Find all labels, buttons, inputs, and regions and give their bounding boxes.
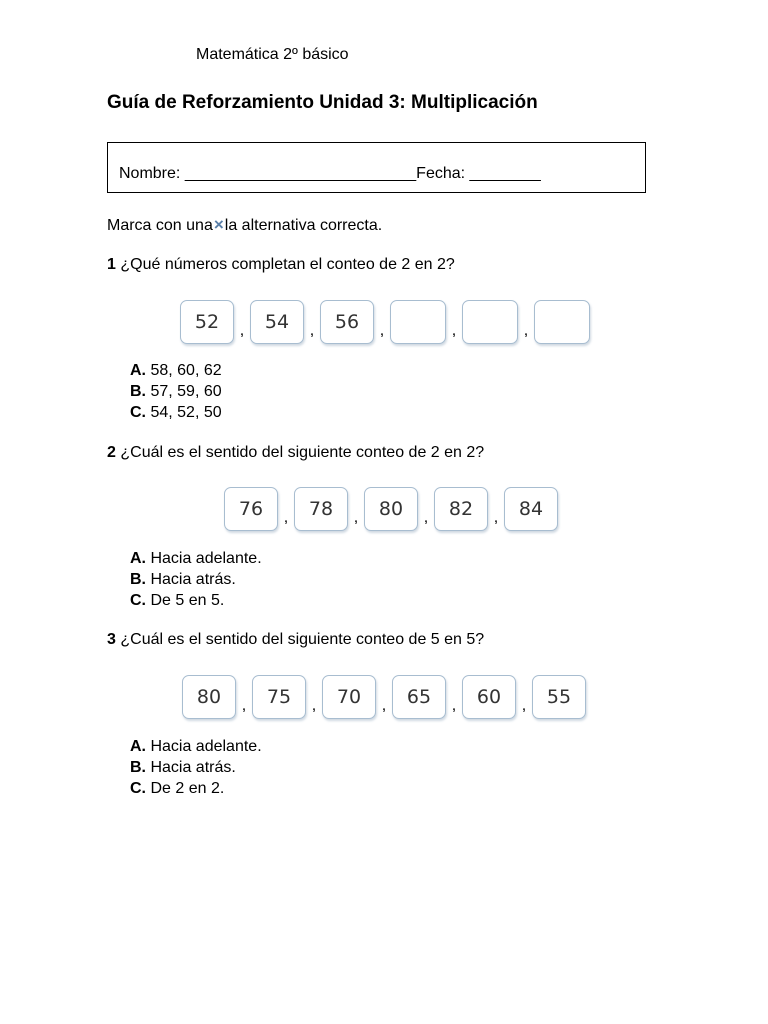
option-b[interactable] [130, 381, 222, 402]
number-box: 78 [294, 487, 348, 531]
sequence-separator: , [493, 509, 499, 526]
option-text: Hacia adelante. [150, 550, 262, 567]
option-a[interactable] [130, 736, 262, 757]
option-letter: B. [130, 383, 146, 400]
sequence-separator: , [241, 697, 247, 714]
sequence-separator: , [353, 509, 359, 526]
sequence-separator: , [423, 509, 429, 526]
question-3 [107, 631, 484, 649]
option-letter: C. [130, 404, 146, 421]
number-box: 80 [182, 675, 236, 719]
instruction-text-after: la alternativa correcta. [224, 217, 383, 234]
option-a[interactable] [130, 360, 222, 381]
option-c[interactable] [130, 778, 262, 799]
sequence-separator: , [381, 697, 387, 714]
sequence-separator: , [311, 697, 317, 714]
question-number: 2 [107, 444, 116, 461]
option-c[interactable] [130, 402, 222, 423]
blank-number-box[interactable] [390, 300, 446, 344]
option-text: 54, 52, 50 [150, 404, 222, 421]
options-3 [130, 736, 262, 799]
name-date-line [119, 165, 541, 183]
number-box: 84 [504, 487, 558, 531]
blank-number-box[interactable] [462, 300, 518, 344]
question-text: ¿Cuál es el sentido del siguiente conteo de 2 en 2? [120, 444, 485, 461]
option-letter: A. [130, 738, 146, 755]
number-box: 60 [462, 675, 516, 719]
number-box: 65 [392, 675, 446, 719]
name-blank[interactable]: __________________________ [184, 165, 417, 182]
date-blank[interactable]: ________ [469, 165, 541, 182]
number-sequence-2 [224, 487, 558, 531]
question-number: 3 [107, 631, 116, 648]
option-letter: B. [130, 571, 146, 588]
question-2 [107, 444, 484, 462]
number-sequence-1 [180, 300, 590, 344]
number-box: 82 [434, 487, 488, 531]
name-label: Nombre: [119, 165, 181, 182]
option-letter: C. [130, 780, 146, 797]
sequence-separator: , [451, 697, 457, 714]
page-title: Guía de Reforzamiento Unidad 3: Multiplicación [107, 92, 538, 113]
number-box: 70 [322, 675, 376, 719]
option-text: 57, 59, 60 [150, 383, 222, 400]
number-box: 80 [364, 487, 418, 531]
name-date-box [107, 142, 646, 193]
sequence-separator: , [309, 322, 315, 339]
option-text: De 5 en 5. [150, 592, 225, 609]
option-letter: A. [130, 362, 146, 379]
number-box: 56 [320, 300, 374, 344]
number-box: 52 [180, 300, 234, 344]
option-b[interactable] [130, 569, 262, 590]
number-box: 55 [532, 675, 586, 719]
sequence-separator: , [523, 322, 529, 339]
options-1 [130, 360, 222, 423]
number-box: 54 [250, 300, 304, 344]
sequence-separator: , [283, 509, 289, 526]
option-letter: C. [130, 592, 146, 609]
option-letter: A. [130, 550, 146, 567]
option-text: 58, 60, 62 [150, 362, 222, 379]
number-sequence-3 [182, 675, 586, 719]
option-text: De 2 en 2. [150, 780, 225, 797]
option-a[interactable] [130, 548, 262, 569]
sequence-separator: , [451, 322, 457, 339]
option-letter: B. [130, 759, 146, 776]
option-c[interactable] [130, 590, 262, 611]
options-2 [130, 548, 262, 611]
option-text: Hacia adelante. [150, 738, 262, 755]
sequence-separator: , [379, 322, 385, 339]
option-b[interactable] [130, 757, 262, 778]
option-text: Hacia atrás. [150, 571, 236, 588]
instruction-text-before: Marca con una [107, 217, 213, 234]
option-text: Hacia atrás. [150, 759, 236, 776]
number-box: 76 [224, 487, 278, 531]
question-number: 1 [107, 256, 116, 273]
number-box: 75 [252, 675, 306, 719]
subject-heading: Matemática 2º básico [196, 46, 349, 63]
sequence-separator: , [239, 322, 245, 339]
instruction [107, 215, 382, 235]
question-text: ¿Qué números completan el conteo de 2 en 2? [120, 256, 455, 273]
question-1 [107, 256, 455, 274]
date-label: Fecha: [416, 165, 466, 182]
sequence-separator: , [521, 697, 527, 714]
x-mark-icon: × [213, 215, 224, 234]
question-text: ¿Cuál es el sentido del siguiente conteo de 5 en 5? [120, 631, 485, 648]
blank-number-box[interactable] [534, 300, 590, 344]
